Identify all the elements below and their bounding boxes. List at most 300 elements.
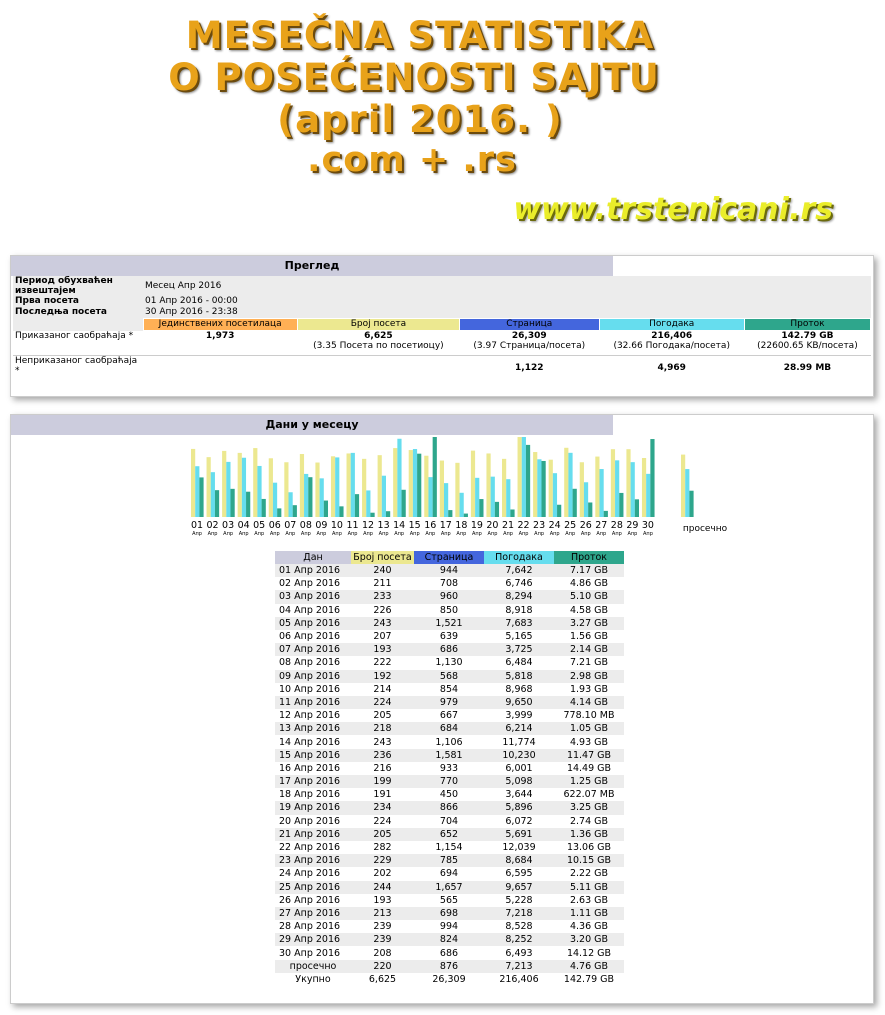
shown-visits bbox=[297, 331, 459, 356]
shown-visits-value: 6,625 bbox=[364, 331, 393, 341]
table-row bbox=[275, 815, 624, 828]
bar-visits bbox=[611, 449, 615, 517]
table-cell: 994 bbox=[414, 920, 484, 933]
table-cell: 226 bbox=[351, 604, 414, 617]
table-cell: 5,691 bbox=[484, 828, 554, 841]
bar-hits bbox=[460, 493, 464, 517]
table-cell: 4.76 GB bbox=[554, 960, 624, 973]
col-pages: Страница bbox=[414, 551, 484, 564]
bar-visits bbox=[518, 437, 522, 517]
table-cell: 10,230 bbox=[484, 749, 554, 762]
table-cell: 8,918 bbox=[484, 604, 554, 617]
table-cell: 5,896 bbox=[484, 801, 554, 814]
table-cell: 08 Апр 2016 bbox=[275, 656, 351, 669]
tick-month: Апр bbox=[269, 531, 280, 537]
tick-label: 15 bbox=[408, 520, 421, 531]
bar-hits bbox=[226, 462, 230, 517]
table-cell: 216,406 bbox=[484, 973, 554, 986]
banner-line-4: .com + .rs bbox=[307, 140, 517, 180]
col-day: Дан bbox=[275, 551, 351, 564]
bar-visits bbox=[595, 457, 599, 517]
bar-hits bbox=[646, 474, 650, 517]
table-cell: 4.14 GB bbox=[554, 696, 624, 709]
bar-avg-visits bbox=[681, 455, 685, 517]
table-row bbox=[275, 577, 624, 590]
table-cell: 1.36 GB bbox=[554, 828, 624, 841]
bar-traffic bbox=[573, 489, 577, 517]
bar-hits bbox=[351, 453, 355, 517]
table-cell: 220 bbox=[351, 960, 414, 973]
bar-traffic bbox=[464, 514, 468, 517]
table-row bbox=[275, 775, 624, 788]
bar-hits bbox=[537, 459, 541, 517]
shown-traffic-label: Приказаног саобраћаја * bbox=[15, 330, 134, 341]
table-cell: 7,213 bbox=[484, 960, 554, 973]
table-cell: 1.56 GB bbox=[554, 630, 624, 643]
table-cell: 866 bbox=[414, 801, 484, 814]
bar-avg-hits bbox=[685, 469, 689, 517]
bar-visits bbox=[533, 452, 537, 517]
bar-hits bbox=[522, 437, 526, 517]
table-cell: 240 bbox=[351, 564, 414, 577]
table-cell: просечно bbox=[275, 960, 351, 973]
tick-month: Апр bbox=[440, 531, 451, 537]
bar-traffic bbox=[588, 502, 592, 517]
tick-month: Апр bbox=[363, 531, 373, 537]
table-cell: 142.79 GB bbox=[554, 973, 624, 986]
tick-month: Апр bbox=[534, 531, 545, 537]
table-cell: 199 bbox=[351, 775, 414, 788]
bar-traffic bbox=[479, 499, 483, 517]
bar-hits bbox=[242, 458, 246, 517]
bar-traffic bbox=[542, 461, 546, 517]
table-cell: 933 bbox=[414, 762, 484, 775]
table-cell: 2.74 GB bbox=[554, 815, 624, 828]
table-cell: 26,309 bbox=[414, 973, 484, 986]
table-row bbox=[275, 894, 624, 907]
table-row bbox=[275, 881, 624, 894]
bar-visits bbox=[486, 453, 490, 517]
table-cell: 27 Апр 2016 bbox=[275, 907, 351, 920]
hidden-traffic-label: Неприказаног саобраћаја * bbox=[15, 355, 138, 376]
table-cell: 639 bbox=[414, 630, 484, 643]
bar-hits bbox=[320, 478, 324, 517]
table-cell: 244 bbox=[351, 881, 414, 894]
tick-label: 03 bbox=[222, 520, 235, 531]
tick-month: Апр bbox=[549, 531, 560, 537]
table-cell: 193 bbox=[351, 894, 414, 907]
last-visit-label: Последња посета bbox=[15, 307, 107, 317]
shown-visits-sub: (3.35 Посета по посетиоцу) bbox=[313, 341, 444, 351]
table-cell: 4.58 GB bbox=[554, 604, 624, 617]
tick-month: Апр bbox=[285, 531, 296, 537]
header-traffic: Проток bbox=[744, 319, 870, 331]
header-pages: Страница bbox=[460, 319, 600, 331]
tick-label: 07 bbox=[284, 520, 297, 531]
bar-visits bbox=[378, 455, 382, 517]
table-row bbox=[275, 946, 624, 959]
col-traffic: Проток bbox=[554, 551, 624, 564]
bar-visits bbox=[315, 463, 319, 517]
table-cell: 979 bbox=[414, 696, 484, 709]
tick-label: 02 bbox=[206, 520, 219, 531]
bar-hits bbox=[211, 472, 215, 517]
shown-unique bbox=[143, 331, 297, 356]
table-cell: 3.25 GB bbox=[554, 801, 624, 814]
tick-month: Апр bbox=[207, 531, 218, 537]
bar-visits bbox=[222, 451, 226, 517]
tick-label: 10 bbox=[330, 520, 343, 531]
bar-visits bbox=[238, 453, 242, 517]
table-cell: Укупно bbox=[275, 973, 351, 986]
table-cell: 29 Апр 2016 bbox=[275, 933, 351, 946]
table-cell: 239 bbox=[351, 920, 414, 933]
table-cell: 1,130 bbox=[414, 656, 484, 669]
banner-line-1: MESEČNA STATISTIKA bbox=[185, 14, 655, 57]
tick-month: Апр bbox=[238, 531, 249, 537]
tick-label: 29 bbox=[626, 520, 639, 531]
table-cell: 205 bbox=[351, 709, 414, 722]
table-cell: 8,684 bbox=[484, 854, 554, 867]
table-cell: 243 bbox=[351, 735, 414, 748]
table-cell: 686 bbox=[414, 643, 484, 656]
shown-unique-value: 1,973 bbox=[205, 331, 235, 341]
table-cell: 6,214 bbox=[484, 722, 554, 735]
bar-visits bbox=[300, 454, 304, 517]
table-cell: 10 Апр 2016 bbox=[275, 683, 351, 696]
table-cell: 5.10 GB bbox=[554, 590, 624, 603]
table-cell: 8,252 bbox=[484, 933, 554, 946]
bar-visits bbox=[471, 451, 475, 517]
table-cell: 16 Апр 2016 bbox=[275, 762, 351, 775]
tick-label: 27 bbox=[595, 520, 608, 531]
bar-hits bbox=[304, 474, 308, 517]
bar-traffic bbox=[433, 437, 437, 517]
table-cell: 05 Апр 2016 bbox=[275, 617, 351, 630]
tick-month: Апр bbox=[332, 531, 342, 537]
tick-month: Апр bbox=[471, 531, 482, 537]
table-row bbox=[275, 683, 624, 696]
tick-label: 05 bbox=[253, 520, 266, 531]
table-cell: 25 Апр 2016 bbox=[275, 881, 351, 894]
table-row bbox=[275, 617, 624, 630]
table-row bbox=[275, 907, 624, 920]
overview-table bbox=[13, 276, 871, 380]
table-cell: 234 bbox=[351, 801, 414, 814]
table-cell: 224 bbox=[351, 815, 414, 828]
table-cell: 2.14 GB bbox=[554, 643, 624, 656]
table-cell: 02 Апр 2016 bbox=[275, 577, 351, 590]
tick-label: 26 bbox=[579, 520, 592, 531]
site-url[interactable]: www.trstenicani.rs bbox=[513, 192, 833, 227]
tick-label: 21 bbox=[501, 520, 515, 531]
table-cell: 3.20 GB bbox=[554, 933, 624, 946]
table-cell: 7.21 GB bbox=[554, 656, 624, 669]
table-cell: 5,818 bbox=[484, 670, 554, 683]
tick-month: Апр bbox=[580, 531, 591, 537]
col-visits: Број посета bbox=[351, 551, 414, 564]
table-cell: 208 bbox=[351, 946, 414, 959]
table-cell: 214 bbox=[351, 683, 414, 696]
table-cell: 06 Апр 2016 bbox=[275, 630, 351, 643]
tick-label: 06 bbox=[268, 520, 281, 531]
bar-hits bbox=[366, 490, 370, 517]
bar-visits bbox=[642, 458, 646, 517]
bar-hits bbox=[615, 460, 619, 517]
bar-hits bbox=[475, 478, 479, 517]
banner-line-2: O POSEĆENOSTI SAJTU bbox=[168, 56, 660, 99]
bar-visits bbox=[253, 448, 257, 517]
table-row bbox=[275, 801, 624, 814]
table-row bbox=[275, 960, 624, 973]
bar-traffic bbox=[417, 454, 421, 517]
tick-label: 19 bbox=[470, 520, 483, 531]
shown-hits bbox=[599, 331, 744, 356]
header-unique: Јединствених посетилаца bbox=[143, 319, 297, 331]
avg-label: просечно bbox=[682, 524, 728, 534]
tick-label: 25 bbox=[564, 520, 577, 531]
bar-traffic bbox=[308, 477, 312, 517]
table-cell: 28 Апр 2016 bbox=[275, 920, 351, 933]
shown-pages-value: 26,309 bbox=[511, 331, 547, 341]
table-cell: 652 bbox=[414, 828, 484, 841]
table-row bbox=[275, 709, 624, 722]
table-cell: 770 bbox=[414, 775, 484, 788]
bar-hits bbox=[631, 462, 635, 517]
bar-traffic bbox=[231, 489, 235, 517]
bar-traffic bbox=[635, 499, 639, 517]
bar-traffic bbox=[510, 509, 514, 517]
table-cell: 13.06 GB bbox=[554, 841, 624, 854]
table-cell: 218 bbox=[351, 722, 414, 735]
bar-visits bbox=[362, 459, 366, 517]
table-row bbox=[275, 920, 624, 933]
table-cell: 14.49 GB bbox=[554, 762, 624, 775]
tick-month: Апр bbox=[643, 531, 653, 537]
table-cell: 22 Апр 2016 bbox=[275, 841, 351, 854]
table-cell: 6,484 bbox=[484, 656, 554, 669]
tick-label: 24 bbox=[548, 520, 561, 531]
tick-label: 28 bbox=[610, 520, 623, 531]
bar-traffic bbox=[650, 439, 654, 517]
daily-table bbox=[275, 551, 624, 986]
tick-month: Апр bbox=[192, 531, 202, 537]
bar-traffic bbox=[448, 510, 452, 517]
table-cell: 24 Апр 2016 bbox=[275, 867, 351, 880]
table-cell: 1.93 GB bbox=[554, 683, 624, 696]
banner-line-3: (april 2016. ) bbox=[277, 98, 563, 141]
table-cell: 1.25 GB bbox=[554, 775, 624, 788]
table-cell: 854 bbox=[414, 683, 484, 696]
table-cell: 30 Апр 2016 bbox=[275, 946, 351, 959]
bar-visits bbox=[424, 456, 428, 517]
overview-panel bbox=[10, 255, 874, 397]
shown-traffic-value: 142.79 GB bbox=[781, 331, 834, 341]
table-cell: 785 bbox=[414, 854, 484, 867]
bar-hits bbox=[397, 439, 401, 517]
tick-month: Апр bbox=[611, 531, 622, 537]
tick-label: 01 bbox=[190, 520, 204, 531]
table-cell: 10.15 GB bbox=[554, 854, 624, 867]
col-hits: Погодака bbox=[484, 551, 554, 564]
table-cell: 2.22 GB bbox=[554, 867, 624, 880]
table-row bbox=[275, 828, 624, 841]
tick-month: Апр bbox=[627, 531, 638, 537]
hidden-hits: 4,969 bbox=[657, 362, 686, 373]
table-cell: 1,521 bbox=[414, 617, 484, 630]
table-cell: 14.12 GB bbox=[554, 946, 624, 959]
table-cell: 667 bbox=[414, 709, 484, 722]
bar-hits bbox=[382, 476, 386, 517]
tick-label: 09 bbox=[315, 520, 328, 531]
table-cell: 17 Апр 2016 bbox=[275, 775, 351, 788]
tick-month: Апр bbox=[300, 531, 311, 537]
shown-traffic-sub: (22600.65 KB/посета) bbox=[757, 341, 858, 351]
bar-traffic bbox=[324, 501, 328, 517]
table-cell: 14 Апр 2016 bbox=[275, 735, 351, 748]
tick-month: Апр bbox=[425, 531, 436, 537]
bar-visits bbox=[440, 461, 444, 517]
bar-visits bbox=[393, 448, 397, 517]
table-cell: 876 bbox=[414, 960, 484, 973]
tick-label: 13 bbox=[377, 520, 390, 531]
daily-chart bbox=[179, 435, 739, 557]
bar-visits bbox=[347, 453, 351, 517]
tick-label: 12 bbox=[362, 520, 375, 531]
bar-hits bbox=[335, 457, 339, 517]
table-row bbox=[275, 841, 624, 854]
bar-hits bbox=[289, 492, 293, 517]
bar-traffic bbox=[619, 493, 623, 517]
table-cell: 213 bbox=[351, 907, 414, 920]
bar-hits bbox=[506, 479, 510, 517]
table-cell: 207 bbox=[351, 630, 414, 643]
bar-traffic bbox=[339, 506, 343, 517]
table-cell: 3.27 GB bbox=[554, 617, 624, 630]
table-cell: 07 Апр 2016 bbox=[275, 643, 351, 656]
table-cell: 18 Апр 2016 bbox=[275, 788, 351, 801]
table-row bbox=[275, 762, 624, 775]
bar-traffic bbox=[246, 492, 250, 517]
tick-month: Апр bbox=[596, 531, 607, 537]
table-cell: 6,746 bbox=[484, 577, 554, 590]
table-cell: 8,294 bbox=[484, 590, 554, 603]
table-cell: 12 Апр 2016 bbox=[275, 709, 351, 722]
tick-label: 20 bbox=[486, 520, 499, 531]
table-cell: 11,774 bbox=[484, 735, 554, 748]
table-cell: 6,001 bbox=[484, 762, 554, 775]
last-visit-value: 30 Апр 2016 - 23:38 bbox=[145, 307, 238, 317]
bar-hits bbox=[553, 473, 557, 517]
table-cell: 19 Апр 2016 bbox=[275, 801, 351, 814]
table-row bbox=[275, 564, 624, 577]
bar-visits bbox=[549, 460, 553, 517]
table-cell: 1,657 bbox=[414, 881, 484, 894]
table-cell: 7,218 bbox=[484, 907, 554, 920]
table-row bbox=[275, 973, 624, 986]
table-cell: 20 Апр 2016 bbox=[275, 815, 351, 828]
bar-hits bbox=[273, 483, 277, 517]
table-cell: 694 bbox=[414, 867, 484, 880]
table-cell: 5,098 bbox=[484, 775, 554, 788]
tick-label: 04 bbox=[237, 520, 250, 531]
tick-label: 17 bbox=[439, 520, 452, 531]
table-row bbox=[275, 643, 624, 656]
table-cell: 15 Апр 2016 bbox=[275, 749, 351, 762]
tick-month: Апр bbox=[503, 531, 513, 537]
header-hits: Погодака bbox=[599, 319, 744, 331]
table-row bbox=[275, 933, 624, 946]
table-cell: 21 Апр 2016 bbox=[275, 828, 351, 841]
table-cell: 684 bbox=[414, 722, 484, 735]
tick-label: 23 bbox=[533, 520, 546, 531]
table-cell: 205 bbox=[351, 828, 414, 841]
table-cell: 282 bbox=[351, 841, 414, 854]
tick-label: 11 bbox=[346, 520, 359, 531]
days-panel bbox=[10, 414, 874, 1004]
days-title: Дани у месецу bbox=[11, 415, 613, 435]
table-cell: 824 bbox=[414, 933, 484, 946]
bar-traffic bbox=[215, 490, 219, 517]
table-cell: 224 bbox=[351, 696, 414, 709]
bar-traffic bbox=[355, 494, 359, 517]
bar-hits bbox=[600, 469, 604, 517]
first-visit-label: Прва посета bbox=[15, 296, 80, 306]
table-row bbox=[275, 722, 624, 735]
bar-visits bbox=[269, 458, 273, 517]
table-cell: 3,644 bbox=[484, 788, 554, 801]
bar-traffic bbox=[199, 477, 203, 517]
tick-month: Апр bbox=[487, 531, 498, 537]
table-cell: 622.07 MB bbox=[554, 788, 624, 801]
table-cell: 850 bbox=[414, 604, 484, 617]
table-row bbox=[275, 735, 624, 748]
table-cell: 8,528 bbox=[484, 920, 554, 933]
tick-month: Апр bbox=[254, 531, 265, 537]
table-cell: 704 bbox=[414, 815, 484, 828]
bar-hits bbox=[413, 449, 417, 517]
table-cell: 778.10 MB bbox=[554, 709, 624, 722]
table-row bbox=[275, 670, 624, 683]
table-cell: 23 Апр 2016 bbox=[275, 854, 351, 867]
table-cell: 233 bbox=[351, 590, 414, 603]
table-cell: 1,154 bbox=[414, 841, 484, 854]
bar-hits bbox=[584, 482, 588, 517]
table-cell: 229 bbox=[351, 854, 414, 867]
table-cell: 698 bbox=[414, 907, 484, 920]
table-cell: 8,968 bbox=[484, 683, 554, 696]
table-cell: 6,595 bbox=[484, 867, 554, 880]
table-row bbox=[275, 656, 624, 669]
table-row bbox=[275, 788, 624, 801]
table-cell: 216 bbox=[351, 762, 414, 775]
table-cell: 568 bbox=[414, 670, 484, 683]
bar-traffic bbox=[557, 505, 561, 517]
table-cell: 6,072 bbox=[484, 815, 554, 828]
tick-month: Апр bbox=[378, 531, 389, 537]
bar-avg-traffic bbox=[689, 491, 693, 517]
table-cell: 3,999 bbox=[484, 709, 554, 722]
table-cell: 03 Апр 2016 bbox=[275, 590, 351, 603]
table-row bbox=[275, 630, 624, 643]
bar-traffic bbox=[526, 445, 530, 517]
bar-visits bbox=[284, 462, 288, 517]
bar-traffic bbox=[495, 502, 499, 517]
table-row bbox=[275, 749, 624, 762]
tick-month: Апр bbox=[409, 531, 420, 537]
table-cell: 686 bbox=[414, 946, 484, 959]
table-cell: 01 Апр 2016 bbox=[275, 564, 351, 577]
